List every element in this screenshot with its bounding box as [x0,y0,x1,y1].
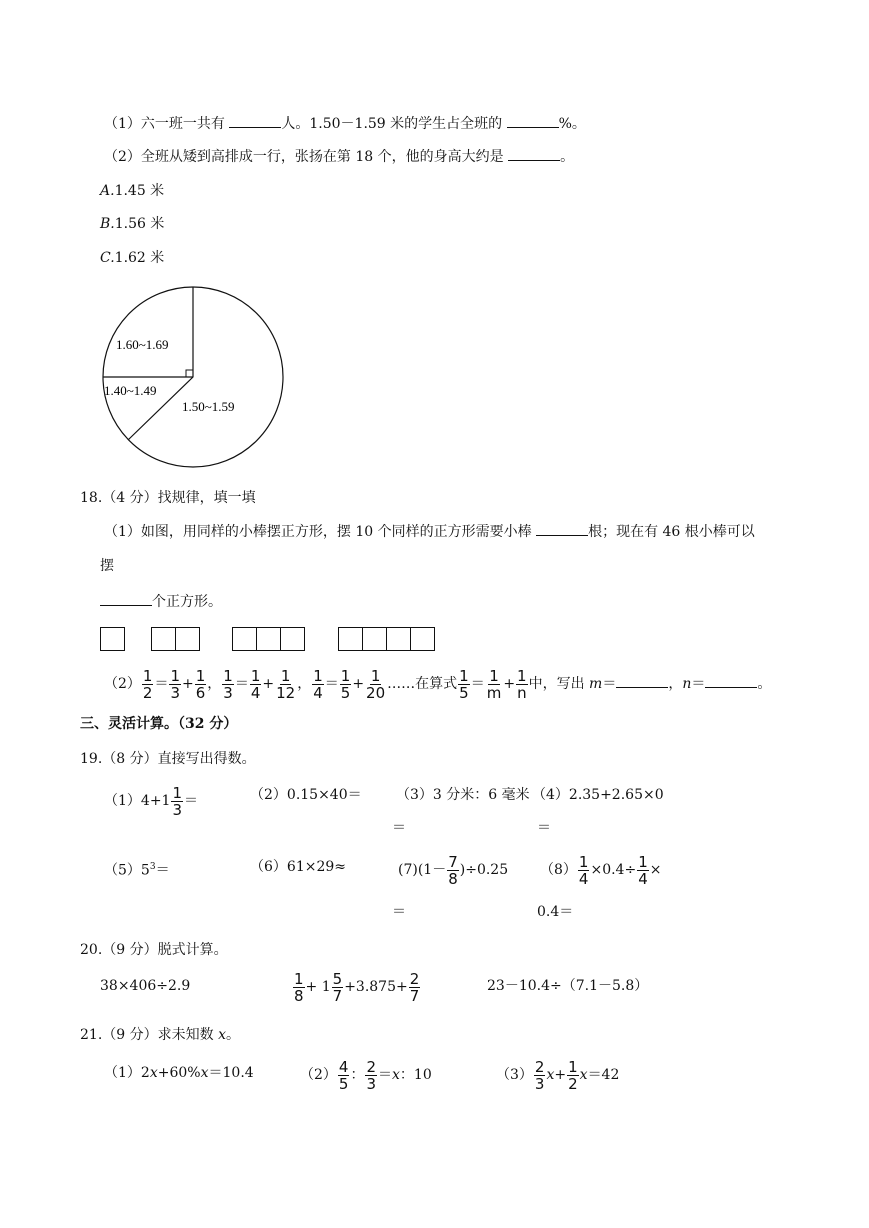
q20-title: 20.（9 分）脱式计算。 [80,942,228,958]
square-1 [100,627,125,651]
q19-title: 19.（8 分）直接写出得数。 [80,751,256,767]
q19-item3-eq: ＝ [392,820,406,836]
square-3b [256,627,281,651]
fraction: $\frac{1}{n}$ [517,666,527,702]
pie-label-160: 1.60~1.69 [116,337,169,352]
answer-blank-n[interactable] [705,673,757,688]
fraction: $\frac{7}{8}$ [448,852,458,888]
fraction: $\frac{1}{3}$ [223,666,233,702]
fraction: $\frac{1}{5}$ [459,666,469,702]
fraction: $\frac{1}{4}$ [250,666,261,702]
fraction: $\frac{1}{5}$ [340,666,351,702]
square-4d [410,627,435,651]
q20-expr2: $\frac{1}{8}$ + 1 $\frac{5}{7}$ +3.875+ $\frac{2}{7}$ [294,969,420,1005]
answer-blank-m[interactable] [616,673,668,688]
fraction: $\frac{1}{4}$ [638,852,648,888]
pie-label-140: 1.40~1.49 [104,383,157,398]
answer-blank[interactable] [536,521,588,536]
fraction: $\frac{2}{3}$ [534,1057,545,1093]
q19-item7: (7)(1－ $\frac{7}{8}$ )÷0.25 [398,852,509,888]
q17-part2: （2）全班从矮到高排成一行，张扬在第 18 个，他的身高大约是 。 [104,146,574,167]
fraction: $\frac{1}{4}$ [578,852,589,888]
square-2a [151,627,176,651]
fraction: $\frac{1}{2}$ [142,666,153,702]
square-4b [362,627,387,651]
option-a[interactable]: A.1.45 米 [100,183,165,199]
q19-item4-eq: ＝ [537,820,551,836]
answer-blank[interactable] [229,113,281,128]
option-c[interactable]: C.1.62 米 [100,250,165,266]
q19-item3: （3）3 分米：6 毫米 [396,787,530,803]
pie-label-150: 1.50~1.59 [182,399,235,414]
fraction: $\frac{1}{m}$ [486,666,502,702]
fraction: $\frac{1}{12}$ [276,666,296,702]
q21-eq1: （1）2x+60%x＝10.4 [104,1065,254,1081]
square-4a [338,627,363,651]
q19-item4: （4）2.35+2.65×0 [532,787,664,803]
height-pie-chart [98,285,288,475]
fraction: $\frac{5}{7}$ [332,969,343,1005]
fraction: $\frac{2}{3}$ [366,1057,377,1093]
q18-part2: （2） $\frac{1}{2}$ ＝ $\frac{1}{3}$ + $\frac{1}{6}$ ， $\frac{1}{3}$ ＝ $\frac{1}{4}$ + $\frac{1}{12}$ ， $\frac{1}{4}$ ＝ $\frac{1}{5}$ + $\frac{1}{20}$ ……在算式 $\frac{1}{5}$ ＝ $\frac{1}{m}$ + $\frac{1}{n}$ 中，写出 m＝ ，n＝ 。 [104,666,772,702]
q19-item2: （2）0.15×40＝ [250,787,362,803]
fraction: $\frac{1}{8}$ [294,969,304,1005]
square-2b [175,627,200,651]
q18-part1-cont: 摆 [100,558,114,574]
q19-item8: （8） $\frac{1}{4}$ ×0.4÷ $\frac{1}{4}$ × [540,852,662,888]
section-3-title: 三、灵活计算。（32 分） [80,716,238,732]
q19-item1: （1）4+1 $\frac{1}{3}$ ＝ [104,783,198,819]
q19-item6: （6）61×29≈ [250,859,346,875]
answer-blank[interactable] [508,146,560,161]
square-3a [232,627,257,651]
q20-expr3: 23－10.4÷（7.1－5.8） [487,978,649,994]
square-4c [386,627,411,651]
fraction: $\frac{4}{5}$ [338,1057,349,1093]
fraction: $\frac{1}{2}$ [568,1057,578,1093]
fraction: $\frac{1}{20}$ [366,666,386,702]
q20-expr1: 38×406÷2.9 [100,978,191,994]
q21-eq3: （3） $\frac{2}{3}$ x+ $\frac{1}{2}$ x＝42 [496,1057,620,1093]
right-angle-mark [186,370,193,377]
fraction: $\frac{2}{7}$ [409,969,420,1005]
q18-part1: （1）如图，用同样的小棒摆正方形，摆 10 个同样的正方形需要小棒 根；现在有 46 根小棒可以 [104,521,755,542]
option-b[interactable]: B.1.56 米 [100,216,165,232]
q19-item5: $(5)5^3=$ [104,862,170,879]
answer-blank[interactable] [507,113,559,128]
square-3c [280,627,305,651]
fraction: $\frac{1}{3}$ [170,666,181,702]
q19-item8-cont: 0.4＝ [537,904,574,920]
answer-blank[interactable] [100,591,152,606]
q17-part1: （1）六一班一共有 人。1.50－1.59 米的学生占全班的 %。 [104,113,586,134]
fraction: $\frac{1}{6}$ [195,666,206,702]
q18-title: 18.（4 分）找规律，填一填 [80,490,256,506]
q21-eq2: （2） $\frac{4}{5}$ ： $\frac{2}{3}$ ＝x：10 [300,1057,432,1093]
fraction: $\frac{1}{4}$ [313,666,323,702]
q18-part1-cont2: 个正方形。 [100,591,222,612]
q19-item7-eq: ＝ [392,904,406,920]
fraction: $\frac{1}{3}$ [172,783,182,819]
q21-title: 21.（9 分）求未知数 x。 [80,1027,240,1043]
